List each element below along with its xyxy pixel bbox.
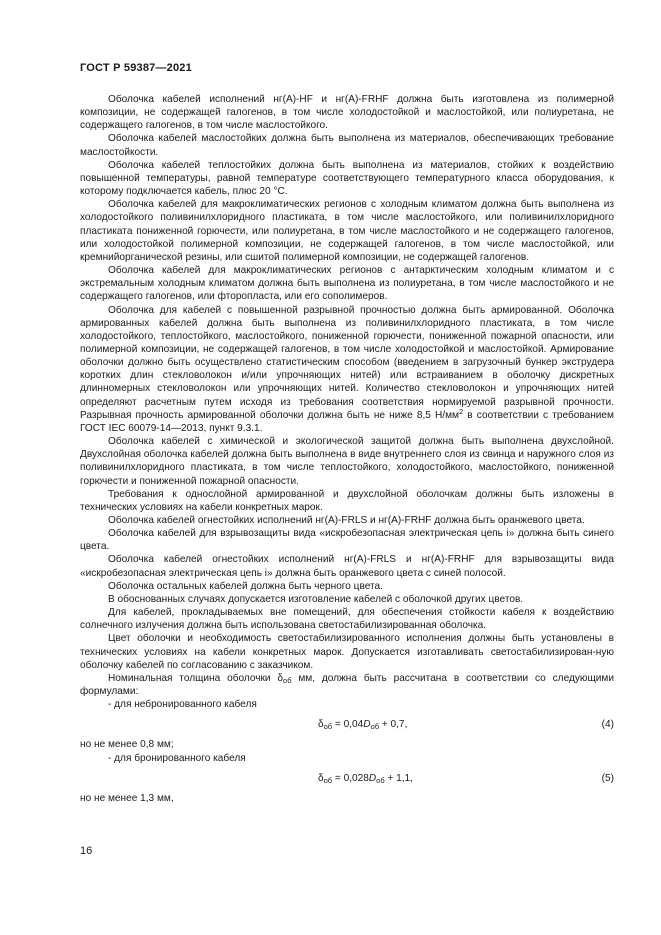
- paragraph-blue-color: Оболочка кабелей для взрывозащиты вида «искробезопасная электрическая цепь i» должна быть синего цвета.: [80, 528, 614, 553]
- paragraph-heat-resistant: Оболочка кабелей теплостойких должна быть выполнена из материалов, стойких к воздействию повышенной температуры, равной температуре соответствующего температурного класса оборудования, к которому подключается кабель, плюс 20 °С.: [80, 159, 614, 198]
- paragraph-other-colors: В обоснованных случаях допускается изготовление кабелей с оболочкой других цветов.: [108, 593, 524, 605]
- formula-label-unarmored: - для небронированного кабеля: [108, 699, 257, 711]
- formula-note-armored: но не менее 1,3 мм,: [80, 792, 174, 804]
- paragraph-orange-color: Оболочка кабелей огнестойких исполнений нг(А)-FRLS и нг(А)-FRHF должна быть оранжевого цвета.: [108, 515, 585, 526]
- page-number: 16: [80, 845, 93, 857]
- paragraph-black-color: Оболочка остальных кабелей должна быть черного цвета.: [108, 580, 383, 592]
- formula-number: (5): [601, 772, 614, 784]
- document-header: ГОСТ Р 59387—2021: [80, 62, 192, 74]
- paragraph-requirements: Требования к однослойной армированной и двухслойной оболочкам должны быть изложены в технических условиях на кабели конкретных марок.: [80, 488, 614, 513]
- formula-expression: $\delta_{об} = 0,028D_{об} + 1,1$,: [318, 772, 413, 785]
- formula-note-unarmored: но не менее 0,8 мм;: [80, 739, 174, 751]
- formula-armored: [80, 765, 614, 792]
- paragraph-hf-sheath: Оболочка кабелей исполнений нг(А)-HF и нг(А)-FRHF должна быть изготовлена из полимерной композиции, не содержащей галогенов, в том числе холодостойкой и маслостойкой, или полиуретана, не содержащего галогенов, в том числе маслостойкого.: [80, 94, 614, 132]
- armored-text: Оболочка для кабелей с повышенной разрывной прочностью должна быть армированной. Оболочка армированных кабелей должна быть выполнена из поливинилхлоридного пластиката, в том числе холодостойкого, теплостойкого, маслостойкого, пониженной горючести, пониженной пожарной опасности, или полимерной композиции, не содержащей галогенов, в том числе холодостойкой и маслостойкой. Армирование оболочки должно быть осуществлено статистическим способом (введением в загрузочный бункер экструдера коротких длин стекловолокон и/или упрочняющих нитей) или встраиванием в оболочку дискретных длинномерных стекловолокон или упрочняющих нитей. Количество стекловолокон и упрочняющих нитей определяют расчетным путем исходя из требования соответствия нормируемой разрывной прочности. Разрывная прочность армированной оболочки должна быть не ниже 8,5 Н/мм: [80, 304, 614, 421]
- paragraph-light-stabilized: Для кабелей, прокладываемых вне помещений, для обеспечения стойкости кабеля к воздействию солнечного излучения должна быть использована светостабилизированная оболочка.: [80, 607, 614, 632]
- formula-number: (4): [601, 719, 614, 731]
- paragraph-two-layer: Оболочка кабелей с химической и экологической защитой должна быть выполнена двухслойной. Двухслойная оболочка кабелей должна быть выполнена в виде внутреннего слоя из свинца и наружного слоя из поливинилхлоридного пластиката, в том числе теплостойкого, холодостойкого, маслостойкого, пониженной горючести и пониженной пожарной опасности.: [80, 436, 614, 487]
- armored-superscript: 2: [459, 406, 464, 416]
- paragraph-antarctic-climate: Оболочка кабелей для макроклиматических регионов с антарктическим холодным климатом и с экстремальным холодным климатом должна быть выполнена из полиуретана, в том числе маслостойкого и не содержащего галогенов, или фторопласта, или его сополимеров.: [80, 265, 614, 303]
- paragraph-color-spec: Цвет оболочки и необходимость светостабилизированного исполнения должны быть установлены в технических условиях на кабели конкретных марок. Допускается изготавливать светостабилизирован-ную оболочку кабелей по согласованию с заказчиком.: [80, 633, 614, 671]
- document-body: [80, 93, 614, 805]
- paragraph-cold-climate: Оболочка кабелей для макроклиматических регионов с холодным климатом должна быть выполнена из холодостойкого поливинилхлоридного пластиката, в том числе маслостойкого, или поливинилхлоридного пластиката пониженной горючести, или полиуретана, в том числе маслостойкого и не содержащего галогенов, или холодостойкой полимерной композиции, не содержащей галогенов, в том числе маслостойкой, или кремнийорганической резины, или сшитой полимерной композиции, не содержащей галогенов.: [80, 199, 614, 263]
- armored-tail-text: в соответствии с требованием ГОСТ IEC 60079-14—2013, пункт 9.3.1.: [80, 409, 614, 434]
- formula-expression: $\delta_{об} = 0,04D_{об} + 0,7$,: [318, 719, 408, 732]
- paragraph-oil-resistant: Оболочка кабелей маслостойких должна быть выполнена из материалов, обеспечивающих требование маслостойкости.: [80, 133, 614, 158]
- formula-label-armored: - для бронированного кабеля: [108, 752, 246, 764]
- paragraph-orange-blue-stripe: Оболочка кабелей огнестойких исполнений нг(А)-FRLS и нг(А)-FRHF для взрывозащиты вида «искробезопасная электрическая цепь i» должна быть оранжевого цвета с синей полосой.: [80, 554, 614, 579]
- formula-unarmored: [80, 711, 614, 738]
- paragraph-armored-sheath: [80, 304, 614, 436]
- paragraph-thickness: Номинальная толщина оболочки $\delta_{об}$ мм, должна быть рассчитана в соответствии со следующими формулами:: [80, 672, 614, 698]
